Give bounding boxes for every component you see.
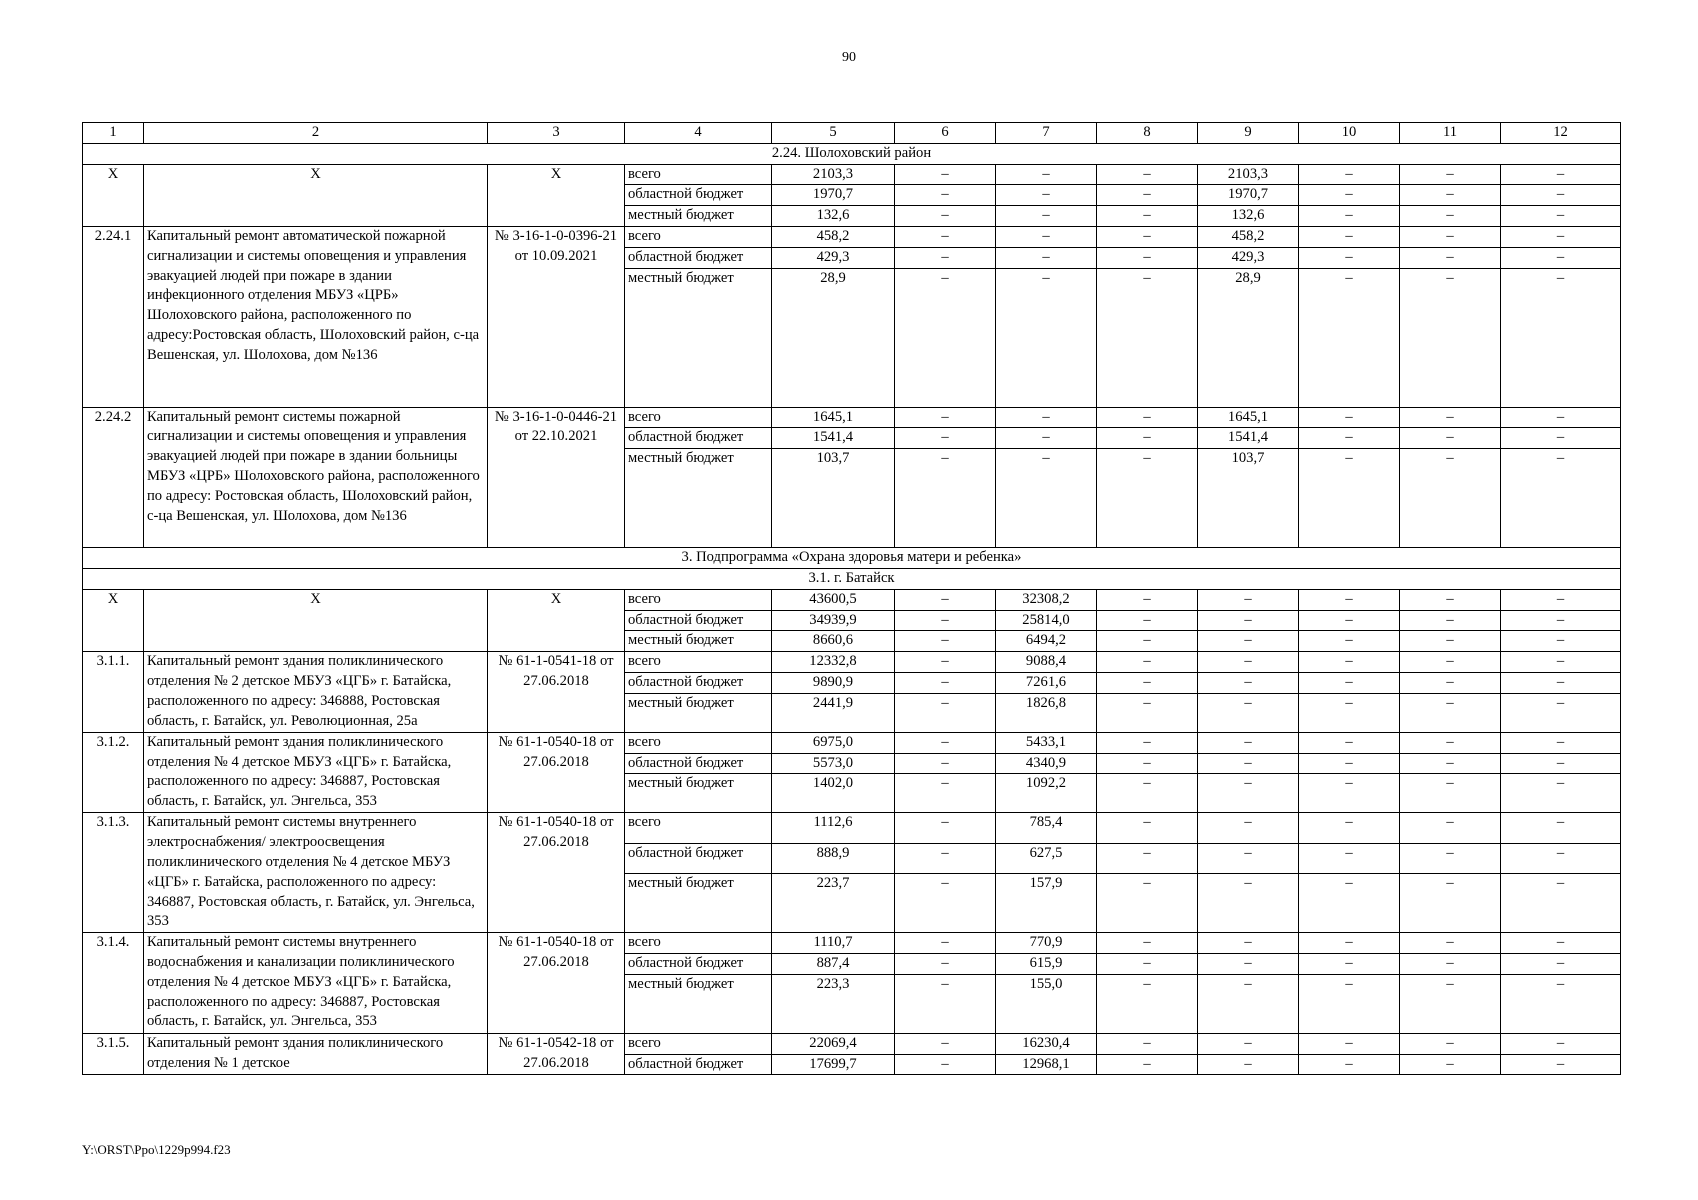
funding-source-label: всего: [625, 813, 772, 843]
column-header: 7: [996, 123, 1097, 144]
empty-value-dash: –: [895, 164, 996, 185]
document-reference: № 3-16-1-0-0446-21 от 22.10.2021: [488, 407, 625, 548]
empty-value-dash: –: [895, 652, 996, 673]
empty-value-dash: –: [1299, 672, 1400, 693]
empty-value-dash: –: [895, 753, 996, 774]
amount-value: 7261,6: [996, 672, 1097, 693]
empty-value-dash: –: [996, 206, 1097, 227]
empty-value-dash: –: [895, 774, 996, 813]
empty-value-dash: –: [996, 164, 1097, 185]
funding-source-label: всего: [625, 732, 772, 753]
empty-value-dash: –: [1400, 974, 1501, 1033]
document-reference: X: [488, 164, 625, 226]
section-title: 3. Подпрограмма «Охрана здоровья матери и ребенка»: [83, 548, 1621, 569]
item-name: Капитальный ремонт здания поликлинического отделения № 1 детское: [144, 1033, 488, 1075]
empty-value-dash: –: [1501, 672, 1621, 693]
empty-value-dash: –: [1400, 206, 1501, 227]
empty-value-dash: –: [996, 428, 1097, 449]
empty-value-dash: –: [1097, 185, 1198, 206]
empty-value-dash: –: [1400, 843, 1501, 873]
item-number: 3.1.3.: [83, 813, 144, 933]
empty-value-dash: –: [1097, 407, 1198, 428]
table-row: [83, 226, 1621, 247]
amount-value: 103,7: [1198, 449, 1299, 548]
empty-value-dash: –: [1400, 268, 1501, 407]
funding-source-label: местный бюджет: [625, 206, 772, 227]
amount-value: 6494,2: [996, 631, 1097, 652]
empty-value-dash: –: [1501, 1033, 1621, 1054]
empty-value-dash: –: [1097, 268, 1198, 407]
empty-value-dash: –: [1097, 974, 1198, 1033]
empty-value-dash: –: [895, 589, 996, 610]
amount-value: 155,0: [996, 974, 1097, 1033]
amount-value: 32308,2: [996, 589, 1097, 610]
document-reference: № 61-1-0540-18 от 27.06.2018: [488, 813, 625, 933]
empty-value-dash: –: [1198, 610, 1299, 631]
table-row: [83, 652, 1621, 673]
empty-value-dash: –: [1198, 974, 1299, 1033]
empty-value-dash: –: [1299, 652, 1400, 673]
empty-value-dash: –: [1501, 843, 1621, 873]
funding-source-label: местный бюджет: [625, 774, 772, 813]
amount-value: 770,9: [996, 933, 1097, 954]
funding-source-label: областной бюджет: [625, 753, 772, 774]
empty-value-dash: –: [1501, 652, 1621, 673]
empty-value-dash: –: [895, 268, 996, 407]
empty-value-dash: –: [1501, 732, 1621, 753]
empty-value-dash: –: [1097, 247, 1198, 268]
amount-value: 1092,2: [996, 774, 1097, 813]
empty-value-dash: –: [1400, 449, 1501, 548]
empty-value-dash: –: [1299, 1054, 1400, 1075]
amount-value: 458,2: [772, 226, 895, 247]
empty-value-dash: –: [996, 407, 1097, 428]
empty-value-dash: –: [1097, 933, 1198, 954]
empty-value-dash: –: [1299, 753, 1400, 774]
empty-value-dash: –: [1400, 933, 1501, 954]
empty-value-dash: –: [1299, 449, 1400, 548]
funding-source-label: всего: [625, 652, 772, 673]
amount-value: 22069,4: [772, 1033, 895, 1054]
empty-value-dash: –: [1097, 610, 1198, 631]
amount-value: 17699,7: [772, 1054, 895, 1075]
empty-value-dash: –: [1501, 933, 1621, 954]
funding-source-label: местный бюджет: [625, 449, 772, 548]
document-reference: № 61-1-0540-18 от 27.06.2018: [488, 933, 625, 1034]
funding-source-label: областной бюджет: [625, 1054, 772, 1075]
empty-value-dash: –: [1501, 268, 1621, 407]
funding-source-label: областной бюджет: [625, 672, 772, 693]
empty-value-dash: –: [1299, 247, 1400, 268]
amount-value: 1112,6: [772, 813, 895, 843]
empty-value-dash: –: [1299, 268, 1400, 407]
empty-value-dash: –: [1299, 732, 1400, 753]
empty-value-dash: –: [895, 631, 996, 652]
item-name: Капитальный ремонт системы внутреннего электроснабжения/ электроосвещения поликлинического отделения № 4 детское МБУЗ «ЦГБ» г. Батайска, расположенного по адресу: 346887, Ростовская область, г. Батайск, ул. Энгельса, 353: [144, 813, 488, 933]
document-reference: № 61-1-0540-18 от 27.06.2018: [488, 732, 625, 813]
amount-value: 28,9: [772, 268, 895, 407]
empty-value-dash: –: [996, 449, 1097, 548]
empty-value-dash: –: [1198, 774, 1299, 813]
empty-value-dash: –: [996, 185, 1097, 206]
empty-value-dash: –: [1400, 672, 1501, 693]
funding-source-label: всего: [625, 164, 772, 185]
funding-source-label: местный бюджет: [625, 268, 772, 407]
empty-value-dash: –: [1501, 974, 1621, 1033]
funding-source-label: областной бюджет: [625, 610, 772, 631]
empty-value-dash: –: [895, 693, 996, 732]
empty-value-dash: –: [1198, 1054, 1299, 1075]
empty-value-dash: –: [1097, 774, 1198, 813]
section-row: [83, 568, 1621, 589]
item-name: Капитальный ремонт здания поликлинического отделения № 2 детское МБУЗ «ЦГБ» г. Батайска, расположенного по адресу: 346888, Ростовская область, г. Батайск, ул. Революционная, 25а: [144, 652, 488, 733]
table-row: [83, 933, 1621, 954]
empty-value-dash: –: [1400, 226, 1501, 247]
funding-source-label: местный бюджет: [625, 974, 772, 1033]
empty-value-dash: –: [1501, 1054, 1621, 1075]
empty-value-dash: –: [895, 185, 996, 206]
section-title: 3.1. г. Батайск: [83, 568, 1621, 589]
amount-value: 888,9: [772, 843, 895, 873]
funding-source-label: областной бюджет: [625, 953, 772, 974]
item-number: 2.24.2: [83, 407, 144, 548]
empty-value-dash: –: [1400, 247, 1501, 268]
funding-source-label: всего: [625, 589, 772, 610]
empty-value-dash: –: [1299, 933, 1400, 954]
amount-value: 12332,8: [772, 652, 895, 673]
empty-value-dash: –: [1501, 693, 1621, 732]
funding-source-label: областной бюджет: [625, 428, 772, 449]
amount-value: 627,5: [996, 843, 1097, 873]
empty-value-dash: –: [1198, 631, 1299, 652]
item-number: 3.1.4.: [83, 933, 144, 1034]
empty-value-dash: –: [1198, 953, 1299, 974]
amount-value: 1645,1: [772, 407, 895, 428]
item-name: Капитальный ремонт здания поликлинического отделения № 4 детское МБУЗ «ЦГБ» г. Батайска, расположенного по адресу: 346887, Ростовская область, г. Батайск, ул. Энгельса, 353: [144, 732, 488, 813]
amount-value: 34939,9: [772, 610, 895, 631]
amount-value: 28,9: [1198, 268, 1299, 407]
empty-value-dash: –: [1097, 732, 1198, 753]
empty-value-dash: –: [1097, 874, 1198, 933]
amount-value: 785,4: [996, 813, 1097, 843]
item-name: Капитальный ремонт системы внутреннего водоснабжения и канализации поликлинического отделения № 4 детское МБУЗ «ЦГБ» г. Батайска, расположенного по адресу: 346887, Ростовская область, г. Батайск, ул. Энгельса, 353: [144, 933, 488, 1034]
item-name: X: [144, 589, 488, 651]
empty-value-dash: –: [1299, 693, 1400, 732]
empty-value-dash: –: [895, 610, 996, 631]
section-title: 2.24. Шолоховский район: [83, 143, 1621, 164]
empty-value-dash: –: [895, 843, 996, 873]
empty-value-dash: –: [1097, 164, 1198, 185]
amount-value: 1970,7: [1198, 185, 1299, 206]
empty-value-dash: –: [1097, 693, 1198, 732]
amount-value: 43600,5: [772, 589, 895, 610]
table-row: [83, 1033, 1621, 1054]
empty-value-dash: –: [1400, 874, 1501, 933]
empty-value-dash: –: [1400, 185, 1501, 206]
document-reference: № 61-1-0542-18 от 27.06.2018: [488, 1033, 625, 1075]
amount-value: 103,7: [772, 449, 895, 548]
amount-value: 1826,8: [996, 693, 1097, 732]
empty-value-dash: –: [895, 407, 996, 428]
item-number: X: [83, 589, 144, 651]
empty-value-dash: –: [1097, 843, 1198, 873]
empty-value-dash: –: [1501, 164, 1621, 185]
empty-value-dash: –: [1097, 206, 1198, 227]
empty-value-dash: –: [1299, 428, 1400, 449]
empty-value-dash: –: [1097, 652, 1198, 673]
column-header: 3: [488, 123, 625, 144]
column-header: 4: [625, 123, 772, 144]
empty-value-dash: –: [1299, 774, 1400, 813]
empty-value-dash: –: [1198, 874, 1299, 933]
column-header: 11: [1400, 123, 1501, 144]
amount-value: 1541,4: [1198, 428, 1299, 449]
empty-value-dash: –: [1501, 753, 1621, 774]
amount-value: 1541,4: [772, 428, 895, 449]
amount-value: 9088,4: [996, 652, 1097, 673]
empty-value-dash: –: [1501, 449, 1621, 548]
funding-source-label: всего: [625, 933, 772, 954]
column-header: 6: [895, 123, 996, 144]
empty-value-dash: –: [1097, 226, 1198, 247]
empty-value-dash: –: [1299, 407, 1400, 428]
amount-value: 2103,3: [1198, 164, 1299, 185]
empty-value-dash: –: [1097, 449, 1198, 548]
section-row: [83, 548, 1621, 569]
empty-value-dash: –: [1198, 933, 1299, 954]
empty-value-dash: –: [1198, 693, 1299, 732]
empty-value-dash: –: [1097, 672, 1198, 693]
empty-value-dash: –: [1400, 610, 1501, 631]
amount-value: 132,6: [1198, 206, 1299, 227]
empty-value-dash: –: [1400, 774, 1501, 813]
amount-value: 132,6: [772, 206, 895, 227]
funding-source-label: областной бюджет: [625, 185, 772, 206]
empty-value-dash: –: [1400, 1054, 1501, 1075]
empty-value-dash: –: [1501, 610, 1621, 631]
empty-value-dash: –: [1097, 1054, 1198, 1075]
funding-source-label: местный бюджет: [625, 631, 772, 652]
empty-value-dash: –: [895, 813, 996, 843]
footer-file-path: Y:\ORST\Ppo\1229p994.f23: [82, 1142, 231, 1157]
amount-value: 5433,1: [996, 732, 1097, 753]
amount-value: 1645,1: [1198, 407, 1299, 428]
funding-source-label: местный бюджет: [625, 874, 772, 933]
empty-value-dash: –: [1299, 185, 1400, 206]
amount-value: 4340,9: [996, 753, 1097, 774]
empty-value-dash: –: [895, 206, 996, 227]
empty-value-dash: –: [1400, 753, 1501, 774]
amount-value: 12968,1: [996, 1054, 1097, 1075]
document-reference: X: [488, 589, 625, 651]
empty-value-dash: –: [1299, 953, 1400, 974]
item-name: Капитальный ремонт системы пожарной сигнализации и системы оповещения и управления эвакуацией людей при пожаре в здании больницы МБУЗ «ЦРБ» Шолоховского района, расположенного по адресу: Ростовская область, Шолоховский район, с-ца Вешенская, ул. Шолохова, дом №136: [144, 407, 488, 548]
amount-value: 429,3: [1198, 247, 1299, 268]
funding-source-label: всего: [625, 1033, 772, 1054]
empty-value-dash: –: [1299, 589, 1400, 610]
empty-value-dash: –: [1198, 1033, 1299, 1054]
empty-value-dash: –: [1400, 652, 1501, 673]
empty-value-dash: –: [1198, 843, 1299, 873]
amount-value: 429,3: [772, 247, 895, 268]
empty-value-dash: –: [1400, 732, 1501, 753]
empty-value-dash: –: [1400, 693, 1501, 732]
column-number-row: [83, 123, 1621, 144]
column-header: 2: [144, 123, 488, 144]
budget-table: [82, 122, 1621, 1075]
empty-value-dash: –: [895, 933, 996, 954]
table-row: [83, 732, 1621, 753]
funding-source-label: всего: [625, 226, 772, 247]
empty-value-dash: –: [1198, 813, 1299, 843]
empty-value-dash: –: [1501, 774, 1621, 813]
column-header: 8: [1097, 123, 1198, 144]
empty-value-dash: –: [1198, 589, 1299, 610]
empty-value-dash: –: [1299, 843, 1400, 873]
amount-value: 1402,0: [772, 774, 895, 813]
empty-value-dash: –: [1198, 672, 1299, 693]
empty-value-dash: –: [1501, 206, 1621, 227]
table-row: [83, 164, 1621, 185]
item-number: 3.1.5.: [83, 1033, 144, 1075]
funding-source-label: местный бюджет: [625, 693, 772, 732]
empty-value-dash: –: [1097, 813, 1198, 843]
empty-value-dash: –: [1501, 953, 1621, 974]
column-header: 10: [1299, 123, 1400, 144]
column-header: 5: [772, 123, 895, 144]
empty-value-dash: –: [895, 732, 996, 753]
amount-value: 1110,7: [772, 933, 895, 954]
empty-value-dash: –: [1097, 589, 1198, 610]
document-reference: № 3-16-1-0-0396-21 от 10.09.2021: [488, 226, 625, 407]
empty-value-dash: –: [1400, 589, 1501, 610]
empty-value-dash: –: [1198, 732, 1299, 753]
amount-value: 9890,9: [772, 672, 895, 693]
empty-value-dash: –: [895, 953, 996, 974]
amount-value: 8660,6: [772, 631, 895, 652]
empty-value-dash: –: [1501, 226, 1621, 247]
empty-value-dash: –: [895, 449, 996, 548]
empty-value-dash: –: [1299, 164, 1400, 185]
amount-value: 2103,3: [772, 164, 895, 185]
empty-value-dash: –: [1400, 428, 1501, 449]
empty-value-dash: –: [1400, 1033, 1501, 1054]
item-number: 3.1.1.: [83, 652, 144, 733]
amount-value: 157,9: [996, 874, 1097, 933]
empty-value-dash: –: [1097, 428, 1198, 449]
item-name: Капитальный ремонт автоматической пожарной сигнализации и системы оповещения и управления эвакуацией людей при пожаре в здании инфекционного отделения МБУЗ «ЦРБ» Шолоховского района, расположенного по адресу:Ростовская область, Шолоховский район, с-ца Вешенская, ул. Шолохова, дом №136: [144, 226, 488, 407]
empty-value-dash: –: [996, 226, 1097, 247]
empty-value-dash: –: [1097, 631, 1198, 652]
column-header: 12: [1501, 123, 1621, 144]
item-number: 3.1.2.: [83, 732, 144, 813]
empty-value-dash: –: [895, 226, 996, 247]
empty-value-dash: –: [1299, 874, 1400, 933]
empty-value-dash: –: [996, 247, 1097, 268]
page-number: 90: [842, 50, 856, 65]
empty-value-dash: –: [1299, 206, 1400, 227]
empty-value-dash: –: [1501, 247, 1621, 268]
empty-value-dash: –: [895, 1054, 996, 1075]
empty-value-dash: –: [1400, 813, 1501, 843]
empty-value-dash: –: [1299, 974, 1400, 1033]
empty-value-dash: –: [1299, 1033, 1400, 1054]
item-number: X: [83, 164, 144, 226]
empty-value-dash: –: [1400, 407, 1501, 428]
empty-value-dash: –: [1198, 652, 1299, 673]
empty-value-dash: –: [1097, 753, 1198, 774]
amount-value: 223,3: [772, 974, 895, 1033]
column-header: 1: [83, 123, 144, 144]
empty-value-dash: –: [1501, 631, 1621, 652]
empty-value-dash: –: [1299, 610, 1400, 631]
empty-value-dash: –: [1400, 953, 1501, 974]
amount-value: 6975,0: [772, 732, 895, 753]
item-number: 2.24.1: [83, 226, 144, 407]
empty-value-dash: –: [1299, 631, 1400, 652]
empty-value-dash: –: [1299, 226, 1400, 247]
table-row: [83, 813, 1621, 843]
empty-value-dash: –: [895, 428, 996, 449]
empty-value-dash: –: [1097, 1033, 1198, 1054]
empty-value-dash: –: [1501, 428, 1621, 449]
empty-value-dash: –: [895, 247, 996, 268]
empty-value-dash: –: [1299, 813, 1400, 843]
empty-value-dash: –: [895, 974, 996, 1033]
empty-value-dash: –: [1198, 753, 1299, 774]
section-row: [83, 143, 1621, 164]
empty-value-dash: –: [895, 672, 996, 693]
document-reference: № 61-1-0541-18 от 27.06.2018: [488, 652, 625, 733]
empty-value-dash: –: [1400, 164, 1501, 185]
amount-value: 223,7: [772, 874, 895, 933]
table-row: [83, 407, 1621, 428]
empty-value-dash: –: [996, 268, 1097, 407]
empty-value-dash: –: [895, 1033, 996, 1054]
empty-value-dash: –: [1400, 631, 1501, 652]
item-name: X: [144, 164, 488, 226]
empty-value-dash: –: [1501, 185, 1621, 206]
amount-value: 25814,0: [996, 610, 1097, 631]
empty-value-dash: –: [895, 874, 996, 933]
amount-value: 458,2: [1198, 226, 1299, 247]
funding-source-label: областной бюджет: [625, 843, 772, 873]
amount-value: 615,9: [996, 953, 1097, 974]
amount-value: 887,4: [772, 953, 895, 974]
amount-value: 1970,7: [772, 185, 895, 206]
funding-source-label: областной бюджет: [625, 247, 772, 268]
empty-value-dash: –: [1501, 874, 1621, 933]
empty-value-dash: –: [1501, 407, 1621, 428]
funding-source-label: всего: [625, 407, 772, 428]
empty-value-dash: –: [1501, 589, 1621, 610]
column-header: 9: [1198, 123, 1299, 144]
amount-value: 5573,0: [772, 753, 895, 774]
amount-value: 16230,4: [996, 1033, 1097, 1054]
empty-value-dash: –: [1501, 813, 1621, 843]
empty-value-dash: –: [1097, 953, 1198, 974]
amount-value: 2441,9: [772, 693, 895, 732]
table-row: [83, 589, 1621, 610]
